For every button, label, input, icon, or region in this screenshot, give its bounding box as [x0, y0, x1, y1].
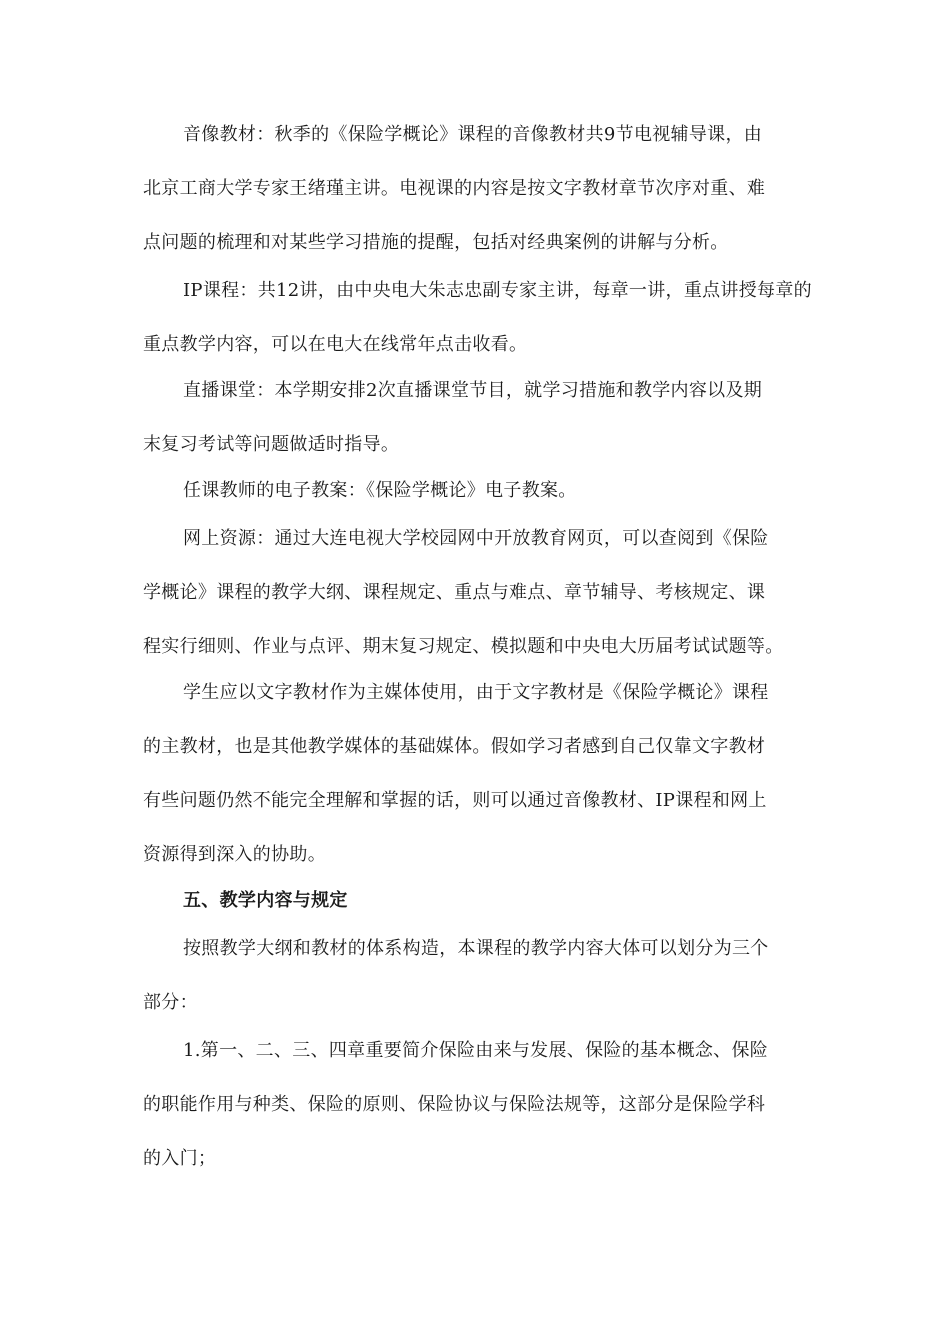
paragraph-line: 的职能作用与种类、保险的原则、保险协议与保险法规等，这部分是保险学科	[143, 1094, 766, 1115]
paragraph-line: 按照教学大纲和教材的体系构造，本课程的教学内容大体可以划分为三个	[183, 938, 769, 959]
paragraph-line: 学概论》课程的教学大纲、课程规定、重点与难点、章节辅导、考核规定、课	[143, 582, 766, 603]
paragraph-line: 音像教材：秋季的《保险学概论》课程的音像教材共9节电视辅导课，由	[183, 124, 763, 145]
section-heading: 五、教学内容与规定	[183, 890, 348, 911]
paragraph-line: 学生应以文字教材作为主媒体使用，由于文字教材是《保险学概论》课程	[183, 682, 769, 703]
paragraph-line: 末复习考试等问题做适时指导。	[143, 434, 400, 455]
paragraph-line: 网上资源：通过大连电视大学校园网中开放教育网页，可以查阅到《保险	[183, 528, 769, 549]
paragraph-line: 程实行细则、作业与点评、期末复习规定、模拟题和中央电大历届考试试题等。	[143, 636, 784, 657]
paragraph-line: 直播课堂：本学期安排2次直播课堂节目，就学习措施和教学内容以及期	[183, 380, 763, 401]
paragraph-line: 的主教材，也是其他教学媒体的基础媒体。假如学习者感到自己仅靠文字教材	[143, 736, 766, 757]
paragraph-line: 的入门；	[143, 1148, 217, 1169]
paragraph-line: IP课程：共12讲，由中央电大朱志忠副专家主讲，每章一讲，重点讲授每章的	[183, 280, 812, 301]
paragraph-line: 资源得到深入的协助。	[143, 844, 326, 865]
paragraph-line: 重点教学内容，可以在电大在线常年点击收看。	[143, 334, 528, 355]
paragraph-line: 1.第一、二、三、四章重要简介保险由来与发展、保险的基本概念、保险	[183, 1040, 769, 1061]
paragraph-line: 点问题的梳理和对某些学习措施的提醒，包括对经典案例的讲解与分析。	[143, 232, 729, 253]
paragraph-line: 部分：	[143, 992, 198, 1013]
paragraph-line: 北京工商大学专家王绪瑾主讲。电视课的内容是按文字教材章节次序对重、难	[143, 178, 766, 199]
paragraph-line: 任课教师的电子教案：《保险学概论》电子教案。	[183, 480, 577, 501]
paragraph-line: 有些问题仍然不能完全理解和掌握的话，则可以通过音像教材、IP课程和网上	[143, 790, 767, 811]
